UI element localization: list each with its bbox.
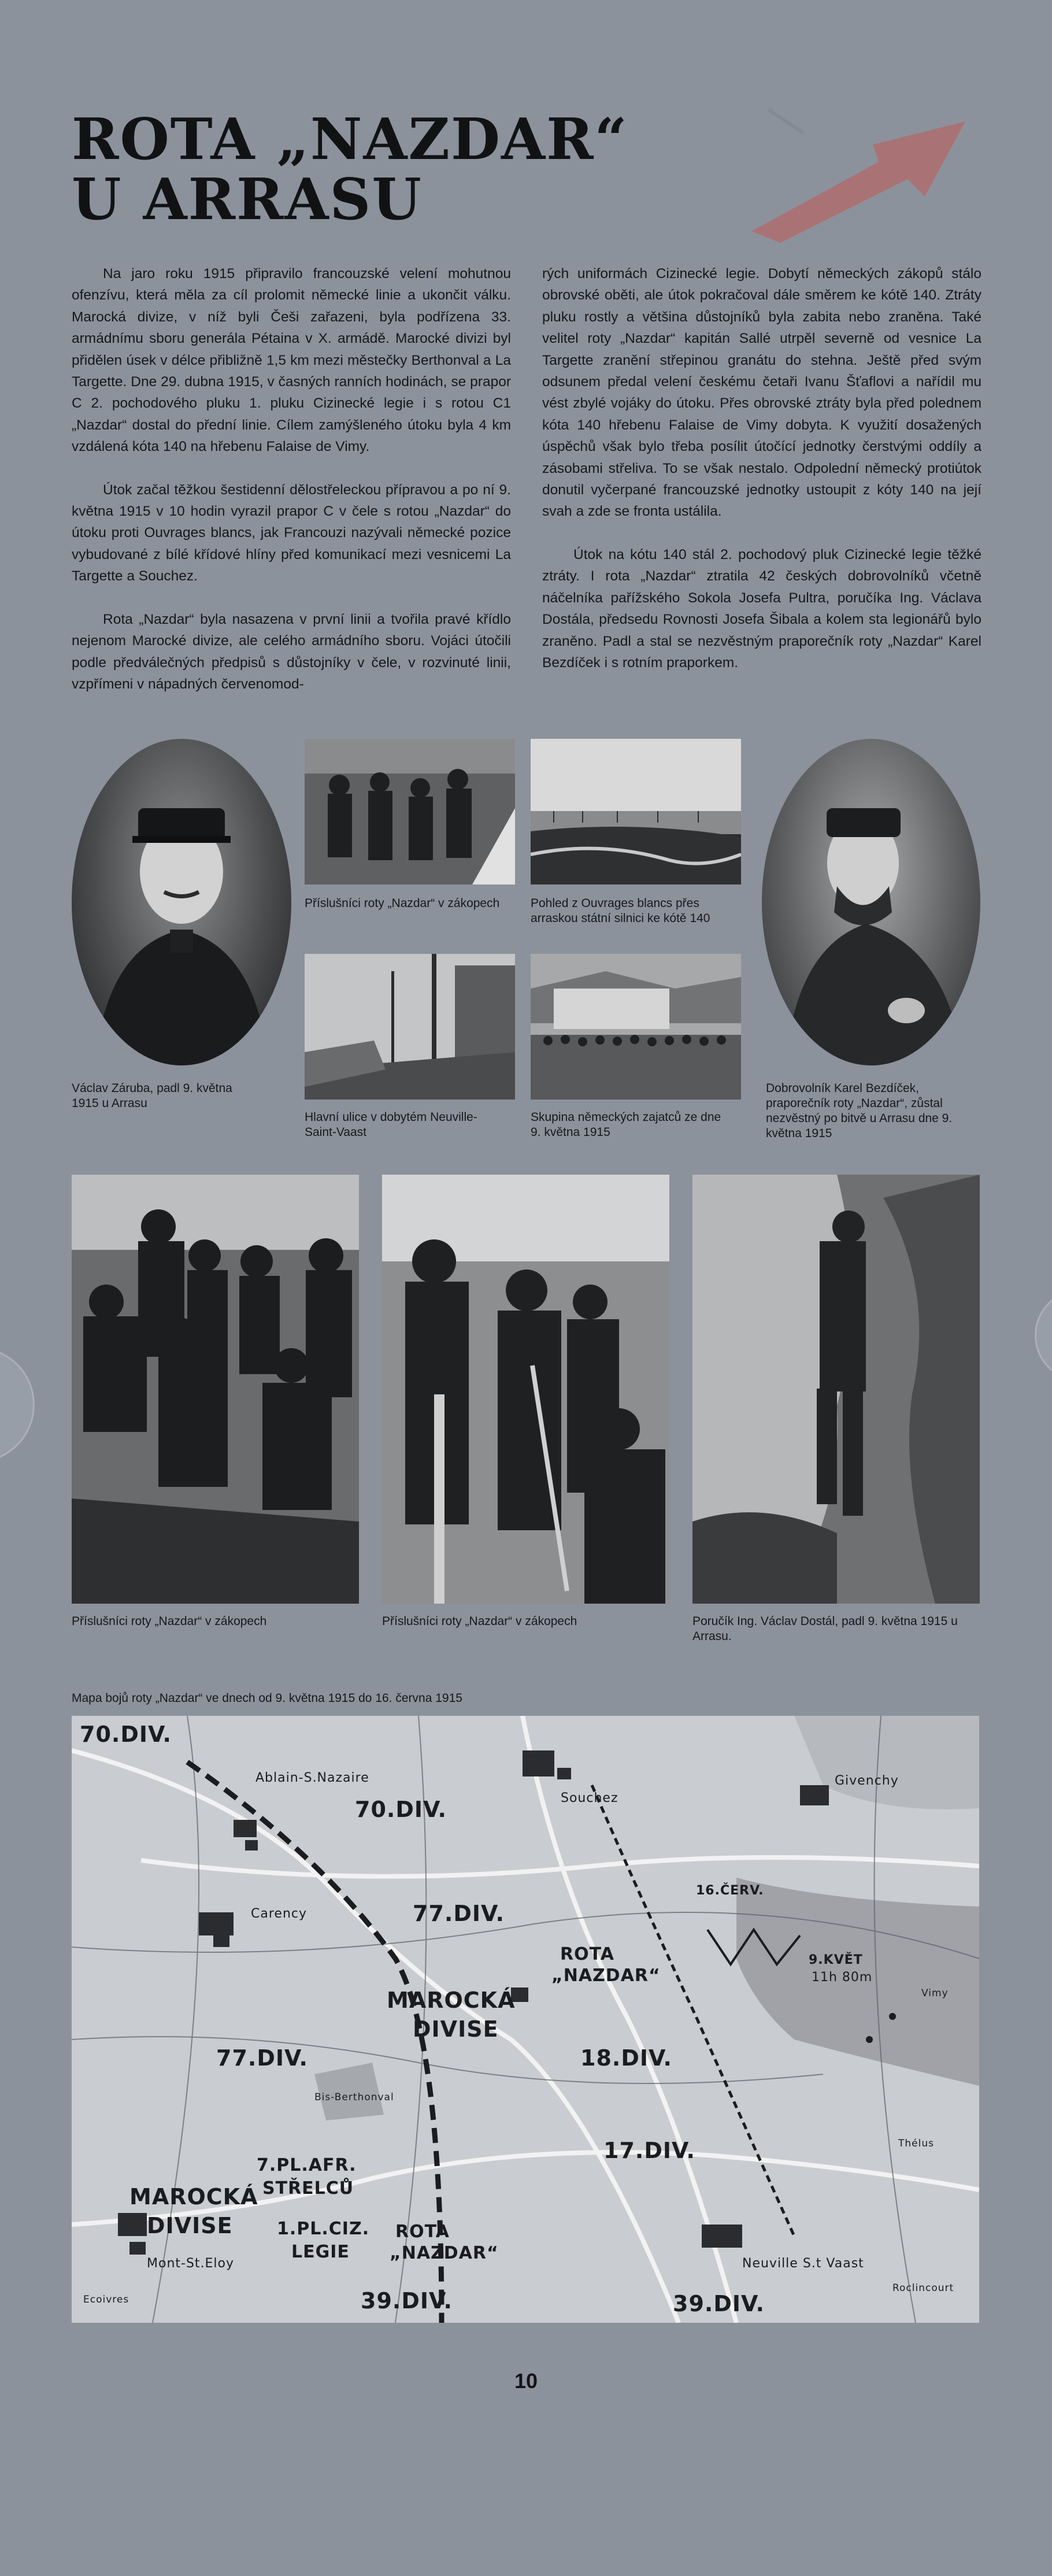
caption-vaclav-dostal: Poručík Ing. Václav Dostál, padl 9. května 1915 u Arrasu. — [692, 1615, 958, 1643]
map-label-marocka-divise-1-line-1: MAROCKÁ — [387, 1987, 516, 2013]
caption-trench-soldiers: Příslušníci roty „Nazdar“ v zákopech — [305, 897, 500, 910]
photo-ouvrages-blancs — [531, 739, 741, 884]
map-label-39-div-a: 39.DIV. — [361, 2288, 453, 2314]
map-label-70-div-a: 70.DIV. — [80, 1722, 172, 1747]
map-caption: Mapa bojů roty „Nazdar“ ve dnech od 9. května 1915 do 16. června 1915 — [72, 1692, 462, 1705]
page-title — [72, 106, 650, 233]
map-label-kvet-line-2: 11h 80m — [812, 1970, 873, 1985]
caption-neuville-street: Hlavní ulice v dobytém Neuville-Saint-Vaast — [305, 1111, 477, 1139]
map-label-17-div: 17.DIV. — [603, 2138, 695, 2163]
map-label-neuville: Neuville S.t Vaast — [742, 2256, 864, 2271]
map-label-rota-nazdar-2-line-1: ROTA — [395, 2222, 450, 2242]
map-label-afr-line-1: 7.PL.AFR. — [257, 2155, 357, 2175]
map-label-thelus: Thélus — [898, 2138, 934, 2149]
map-label-marocka-divise-1-line-2: DIVISE — [413, 2016, 499, 2042]
map-label-ecoivres: Ecoivres — [83, 2294, 129, 2305]
map-label-39-div-b: 39.DIV. — [673, 2291, 765, 2316]
photo-neuville-street — [305, 954, 515, 1100]
caption-karel-bezdicek: Dobrovolník Karel Bezdíček, praporečník roty „Nazdar“, zůstal nezvěstný po bitvě u Arrasu dne 9. května 1915 — [766, 1082, 953, 1140]
article-paragraph-2: Útok začal těžkou šestidenní dělostřeleckou přípravou a po ní 9. května 1915 v 10 hodin vyrazil prapor C v čele s rotou „Nazdar“ do útoku proti Ouvrages blancs, jak Francouzi nazývali německé pozice vybudované z bílé křídové hlíny před komunikací mezi vesnicemi La Targette a Souchez. — [72, 482, 511, 584]
caption-german-prisoners: Skupina německých zajatců ze dne 9. května 1915 — [531, 1111, 721, 1139]
photo-trench-soldiers — [305, 739, 515, 884]
map-label-77-div-b: 77.DIV. — [216, 2045, 308, 2071]
map-label-legie-line-1: 1.PL.CIZ. — [277, 2219, 370, 2239]
photo-trench-group-1 — [72, 1175, 359, 1604]
decorative-circle-left — [0, 1347, 35, 1463]
caption-ouvrages-blancs: Pohled z Ouvrages blancs přes arraskou státní silnici ke kótě 140 — [531, 897, 710, 925]
map-label-marocka-divise-2-line-2: DIVISE — [147, 2213, 233, 2238]
map-label-legie-line-2: LEGIE — [291, 2242, 350, 2262]
article-paragraph-1: Na jaro roku 1915 připravilo francouzské velení mohutnou ofenzívu, která měla za cíl prolomit německé linie a ukončit válku. Marocká divize, v níž byli Češi zařazeni, byla podřízena 33. armádnímu sboru generála Pétaina v X. armádě. Marocké divizi byl přidělen úsek v délce přibližně 1,5 km mezi městečky Berthonval a La Targette. Dne 29. dubna 1915, v časných ranních hodinách, se prapor C 2. pochodového pluku 1. pluku Cizinecké legie i s rotou C1 „Nazdar“ dostal do přední linie. Cílem zamýšleného útoku byla 4 km vzdálená kóta 140 na hřebenu Falaise de Vimy. — [72, 266, 511, 455]
map-label-77-div-a: 77.DIV. — [413, 1901, 505, 1926]
map-label-rota-nazdar-2-line-2: „NAZDAR“ — [390, 2243, 499, 2263]
portrait-vaclav-zaruba — [72, 739, 291, 1065]
map-label-carency: Carency — [251, 1907, 307, 1921]
map-label-mont-st-eloy: Mont-St.Eloy — [147, 2256, 235, 2271]
map-label-kvet-line-1: 9.KVĚT — [809, 1953, 863, 1967]
map-label-berthonval: Bis-Berthonval — [314, 2092, 394, 2103]
map-label-rota-nazdar-1-line-2: „NAZDAR“ — [551, 1966, 661, 1986]
caption-trench-group-1: Příslušníci roty „Nazdar“ v zákopech — [72, 1615, 267, 1628]
title-line-2: U ARRASU — [72, 166, 423, 233]
map-label-ablain: Ablain-S.Nazaire — [255, 1771, 369, 1785]
photo-trench-group-2 — [382, 1175, 669, 1604]
map-label-18-div: 18.DIV. — [580, 2045, 672, 2071]
battle-map — [72, 1716, 979, 2323]
page-number: 10 — [514, 2369, 538, 2393]
map-label-marocka-divise-2-line-1: MAROCKÁ — [129, 2184, 258, 2209]
map-label-afr-line-2: STŘELCŮ — [262, 2178, 354, 2199]
caption-vaclav-zaruba: Václav Záruba, padl 9. května 1915 u Arrasu — [72, 1082, 232, 1110]
portrait-figure-icon — [72, 739, 291, 1065]
decorative-circle-right — [1035, 1289, 1052, 1382]
decorative-arrow-icon — [734, 98, 977, 243]
map-label-vimy: Vimy — [921, 1987, 949, 1999]
map-label-cerv: 16.ČERV. — [696, 1883, 764, 1898]
article-column-right — [542, 263, 981, 695]
article-paragraph-4: rých uniformách Cizinecké legie. Dobytí německých zákopů stálo obrovské oběti, ale útok pokračoval dále směrem ke kótě 140. Ztráty pluku rostly a většina důstojníků byla zabita nebo zraněna. Také velitel roty „Nazdar“ kapitán Sallé utrpěl severně od vesnice La Targette zranění střepinou granátu do stehna. Ještě před svým odsunem předal velení českému četaři Ivanu Šťaflovi a nařídil mu vést zbylé vojáky do útoku. Přes obrovské ztráty byla před polednem kóta 140 hřebenu Falaise de Vimy dobyta. K využití dosažených úspěchů však bylo třeba posílit útočící jednotky čerstvými oddíly a zásobami střeliva. To se však nestalo. Odpolední německý protiútok donutil vyčerpané francouzské jednotky ustoupit z kóty 140 na její svah a zde se fronta ustálila. — [542, 266, 981, 520]
map-label-roclincourt: Roclincourt — [892, 2282, 954, 2294]
portrait-figure-icon — [762, 739, 980, 1065]
article-paragraph-3: Rota „Nazdar“ byla nasazena v první linii a tvořila pravé křídlo nejenom Marocké divize, ale celého armádního sboru. Vojáci útočili podle předválečných předpisů s důstojníky v čele, v rozvinuté linii, vzpřímeni v nápadných červenomod- — [72, 611, 511, 692]
photo-vaclav-dostal — [692, 1175, 980, 1604]
map-label-givenchy: Givenchy — [835, 1774, 899, 1788]
photo-german-prisoners — [531, 954, 741, 1100]
article-column-left — [72, 263, 511, 716]
map-label-rota-nazdar-1-line-1: ROTA — [560, 1944, 614, 1964]
title-line-1: ROTA „NAZDAR“ — [72, 106, 628, 173]
caption-trench-group-2: Příslušníci roty „Nazdar“ v zákopech — [382, 1615, 577, 1628]
portrait-karel-bezdicek — [762, 739, 980, 1065]
map-label-souchez: Souchez — [561, 1791, 618, 1805]
article-paragraph-5: Útok na kótu 140 stál 2. pochodový pluk Cizinecké legie těžké ztráty. I rota „Nazdar“ ztratila 42 českých dobrovolníků včetně náčelníka pařížského Sokola Josefa Pultra, poručíka Ing. Václava Dostála, předsedu Rovnosti Josefa Šibala a kolem sta legionářů bylo zraněno. Padl a stal se nezvěstným praporečník roty „Nazdar“ Karel Bezdíček i s rotním praporkem. — [542, 546, 981, 671]
map-label-70-div-b: 70.DIV. — [355, 1797, 447, 1822]
